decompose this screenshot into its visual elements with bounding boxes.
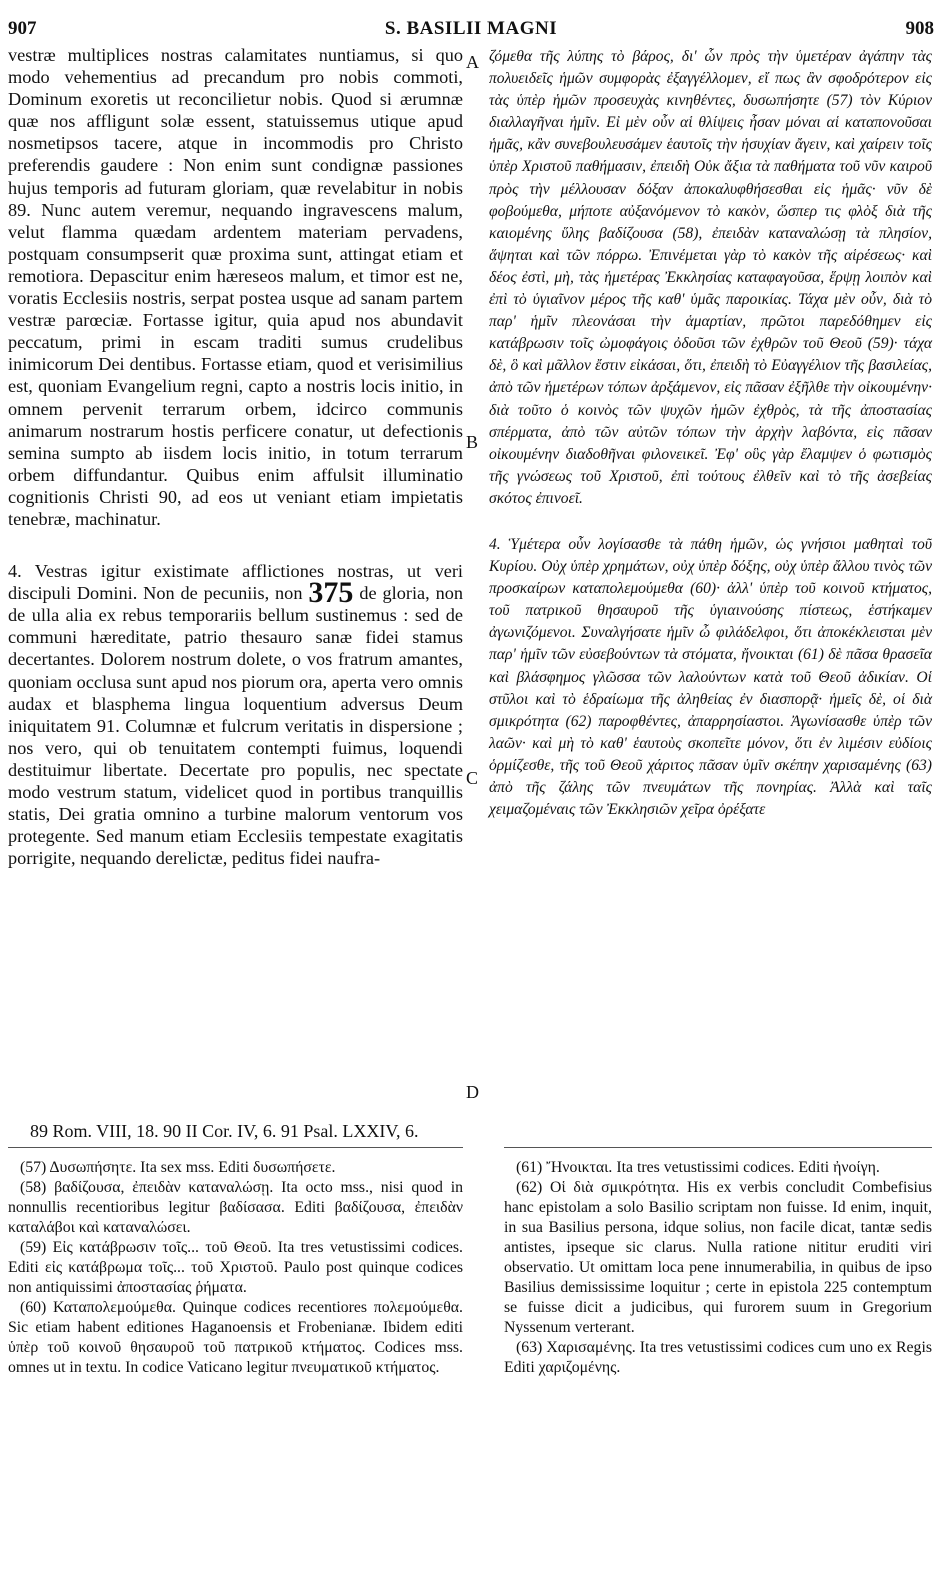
marker-a: A (466, 52, 479, 72)
footnote-59: (59) Εἰς κατάβρωσιν τοῖς... τοῦ Θεοῦ. Ita tres vetustissimi codices. Editi εἰς κατάβρωμα τοῖς... τοῦ Χριστοῦ. Paulo post quinque codices non antiquissimi ἀποστασίας ῥήματα. (8, 1239, 463, 1296)
footnote-divider-left (8, 1147, 463, 1148)
footnote-61: (61) Ἤνοικται. Ita tres vetustissimi codices. Editi ἠνοίγη. (516, 1159, 880, 1176)
footnotes-left (8, 1158, 463, 1378)
marker-b: B (466, 432, 479, 452)
footnotes-right (504, 1158, 932, 1378)
column-number: 375 (308, 576, 354, 610)
footnote-60: (60) Καταπολεμούμεθα. Quinque codices recentiores πολεμούμεθα. Sic etiam habent editiones Haganoensis et Frobenianæ. Ibidem editi ὑπὲρ τοῦ κοινοῦ θησαυροῦ τοῦ πατρικοῦ κτήματος. Codices mss. omnes ut in textu. In codice Vaticano legitur πνευματικοῦ κτήματος. (8, 1299, 463, 1376)
footnote-62: (62) Οἱ διὰ σμικρότητα. His ex verbis concludit Combefisius hanc epistolam a solo Basilio scriptam non fuisse. Id enim, inquit, in sua Basilius persona, idque solius, non facile dicat, tantæ sedis antistes, ipseque sic clarus. Nulla ratione nititur eruditi viri observatio. Ut omittam loca pene innumerabilia, in quibus de ipso Basilius demississime loquitur ; certe in epistola 225 contemptum se fuisse dicit a judicibus, qui furorem suum in Gregorium Nyssenum verterant. (504, 1179, 932, 1336)
footnote-divider-right (504, 1147, 932, 1148)
running-title: S. BASILII MAGNI (384, 18, 558, 39)
footnote-63: (63) Χαρισαμένης. Ita tres vetustissimi codices cum uno ex Regis Editi χαριζομένης. (504, 1339, 932, 1376)
latin-section-2-rest: de gloria, non de ulla alia ex rebus temporariis bellum sustinemus : sed de communi hæreditate, patrio thesauro sanæ fidei stamus decertantes. Dolorem nostrum dolete, o vos fratrum amantes, quoniam occlusa sunt apud nos piorum ora, aperta vero omnis audax et blasphema lingua loquentium adversus Deum iniquitatem 91. Columnæ et fulcrum veritatis in dispersione ; nos vero, qui ob tenuitatem contempti fuimus, loquendi destituimur libertate. Decertate pro populis, nec spectate modo vestrum statum, videlicet quod in portibus tranquillis statis, Dei gratia omnino a turbine malorum ventorum vos protegente. Sed manum etiam Ecclesiis tempestate exagitatis porrigite, nequando derelictæ, peditus fidei naufra- (8, 583, 464, 869)
footnote-58: (58) βαδίζουσα, ἐπειδὰν καταναλώσῃ. Ita octo mss., nisi quod in nonnullis recentioribus legitur βαδίσασα. Editi βαδίζουσα, ἐπειδὰν καταλάβοι καὶ καταναλώσει. (8, 1179, 463, 1236)
latin-paragraph-1: vestræ multiplices nostras calamitates nuntiamus, si quo modo vehementius ad precandum pro nobis commoti, Dominum exoretis ut reconcilietur nobis. Quod si ærumnæ quæ nos affligunt solæ essent, statuissemus utique apud nosmetipsos tacere, atque in incommodis pro Christo preferendis gaudere : Non enim sunt condignæ passiones hujus temporis ad futuram gloriam, quæ revelabitur in nobis 89. Nunc autem veremur, nequando ingravescens malum, velut flamma quædam ardentem materiam pervadens, postquam consumpserit quæ proxima sunt, attingat etiam et remotiora. Depascitur enim hæreseos malum, et timor est ne, voratis Ecclesiis nostris, serpat postea usque ad sanam partem vestræ parœciæ. Fortasse igitur, quia apud nos abundavit peccatum, primi in escam traditi sumus crudelibus inimicorum Dei dentibus. Fortasse etiam, quod et verisimilius est, quoniam Evangelium regni, capto a nostris locis initio, in omnem pervenit terrarum orbem, idcirco communis animarum nostrarum hostis perficere conatur, ut defectionis semina sumpto ab iisdem locis initio, in totum terrarum orbem diffundantur. Quibus enim affulsit illuminatio cognitionis Christi 90, ad eos ut veniant etiam impietatis tenebræ, machinatur. (8, 45, 463, 529)
greek-paragraph-1: ζόμεθα τῆς λύπης τὸ βάρος, δι' ὧν πρὸς τὴν ὑμετέραν ἀγάπην τὰς πολυειδεῖς ἡμῶν συμφορὰς ἐξαγγέλλομεν, εἴ πως ἂν σφοδρότερον εἰς τὰς ὑπὲρ ἡμῶν προσευχὰς κινηθέντες, δυσωπήσητε (57) τὸν Κύριον διαλλαγῆναι ἡμῖν. Εἰ μὲν οὖν αἱ θλίψεις ἦσαν μόναι αἱ καταπονοῦσαι ἡμᾶς, κἂν συνεβουλευσάμεν ἑαυτοῖς τὴν ἡσυχίαν ἄγειν, καὶ χαίρειν τοῖς ὑπὲρ Χριστοῦ παθήμασιν, ἐπειδὴ Οὐκ ἄξια τὰ παθήματα τοῦ νῦν καιροῦ πρὸς τὴν μέλλουσαν δόξαν ἀποκαλυφθήσεσθαι εἰς ἡμᾶς· νῦν δὲ φοβούμεθα, μήποτε αὐξανόμενον τὸ κακὸν, ὥσπερ τις φλὸξ διὰ τῆς καιομένης ὕλης βαδίζουσα (58), ἐπειδὰν καταναλώσῃ τὰ πλησίον, ἅψηται καὶ τῶν πόρρω. Ἐπινέμεται γὰρ τὸ κακὸν τῆς αἱρέσεως· καὶ δέος ἐστὶ, μὴ, τὰς ἡμετέρας Ἐκκλησίας καταφαγοῦσα, ἕρψῃ λοιπὸν καὶ ἐπὶ τὸ ὑγιαῖνον μέρος τῆς καθ' ὑμᾶς παροικίας. Τάχα μὲν οὖν, διὰ τὸ παρ' ἡμῖν πλεονάσαι τὴν ἁμαρτίαν, πρῶτοι παρεδόθημεν εἰς κατάβρωσιν τοῖς ὠμοφάγοις ὀδοῦσι τῶν ἐχθρῶν τοῦ Θεοῦ (59)· τάχα δὲ, ὃ καὶ μᾶλλον ἔστιν εἰκάσαι, ὅτι, ἐπειδὴ τὸ Εὐαγγέλιον τῆς βασιλείας, ἀπὸ τῶν ἡμετέρων τόπων ἀρξάμενον, εἰς πᾶσαν ἐξῆλθε τὴν οἰκουμένην· διὰ τοῦτο ὁ κοινὸς τῶν ψυχῶν ἡμῶν ἐχθρὸς, τὰ τῆς ἀποστασίας σπέρματα, ἀπὸ τῶν αὐτῶν τόπων τὴν ἀρχὴν λαβόντα, εἰς πᾶσαν οἰκουμένην διαδοθῆναι φιλονεικεῖ. Ἐφ' οὓς γὰρ ἔλαμψεν ὁ φωτισμὸς τῆς γνώσεως τοῦ Χριστοῦ, ἐπὶ τούτους ἐλθεῖν καὶ τὸ τῆς ἀσεβείας σκότος ἐπινοεῖ. (489, 48, 932, 507)
scripture-references: 89 Rom. VIII, 18. 90 II Cor. IV, 6. 91 Psal. LXXIV, 6. (30, 1121, 419, 1141)
marker-d: D (466, 1082, 479, 1102)
marker-c: C (466, 768, 479, 788)
footnote-57: (57) Δυσωπήσητε. Ita sex mss. Editi δυσωπήσετε. (20, 1159, 336, 1176)
latin-paragraph-2 (8, 560, 463, 869)
right-page-number: 908 (905, 18, 934, 39)
greek-paragraph-2: 4. Ὑμέτερα οὖν λογίσασθε τὰ πάθη ἡμῶν, ὡς γνήσιοι μαθηταὶ τοῦ Κυρίου. Οὐχ ὑπὲρ χρημάτων, οὐχ ὑπὲρ δόξης, οὐχ ὑπὲρ ἄλλου τινὸς τῶν προσκαίρων καταπολεμούμεθα (60)· ἀλλ' ὑπὲρ τοῦ κοινοῦ κτήματος, τοῦ πατρικοῦ θησαυροῦ τῆς ὑγιαινούσης πίστεως, ἑστήκαμεν ἀγωνιζόμενοι. Συναλγήσατε ἡμῖν ὦ φιλάδελφοι, ὅτι ἀποκέκλεισται μὲν παρ' ἡμῖν τῶν εὐσεβούντων τὰ στόματα, ἤνοικται (61) δὲ πᾶσα θρασεῖα καὶ βλάσφημος γλῶσσα τῶν λαλούντων κατὰ τοῦ Θεοῦ ἀδικίαν. Οἱ στῦλοι καὶ τὸ ἑδραίωμα τῆς ἀληθείας ἐν διασπορᾷ· ἡμεῖς δὲ, οἱ διὰ σμικρότητα (62) παροφθέντες, ἀπαρρησίαστοι. Ἀγωνίσασθε ὑπὲρ τῶν λαῶν· καὶ μὴ τὸ καθ' ἑαυτοὺς σκοπεῖτε μόνον, ὅτι ἐν λιμέσιν εὐδίοις ὁρμίζεσθε, τῆς τοῦ Θεοῦ χάριτος πᾶσαν ὑμῖν σκέπην χαρισαμένης (63) ἀπὸ τῆς ζάλης τῶν πνευμάτων τῆς πονηρίας. Ἀλλὰ καὶ ταῖς χειμαζομέναις τῶν Ἐκκλησιῶν χεῖρα ὀρέξατε (489, 535, 932, 819)
latin-section-2-start: Vestras igitur existimate afflictiones nostras, ut veri discipuli Domini. Non de pecuniis, non (8, 561, 463, 604)
latin-column (8, 44, 463, 869)
greek-column (489, 46, 932, 821)
left-page-number: 907 (8, 18, 37, 39)
latin-section-number: 4. (8, 561, 22, 582)
